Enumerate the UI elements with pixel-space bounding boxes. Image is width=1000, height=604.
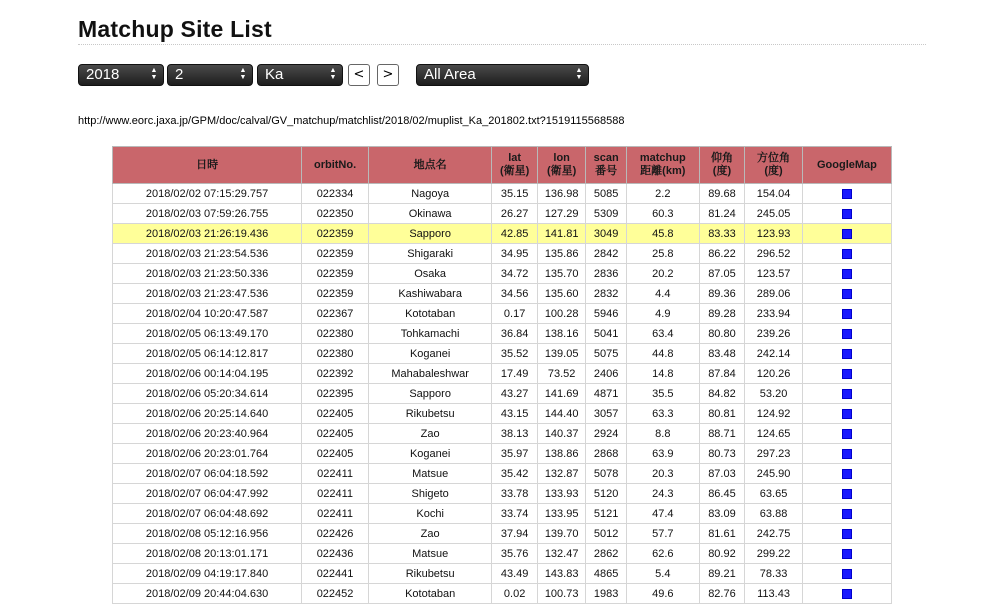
cell-datetime: 2018/02/05 06:14:12.817 bbox=[113, 344, 302, 364]
cell-site: Okinawa bbox=[368, 204, 491, 224]
cell-matchup-distance: 63.3 bbox=[626, 404, 699, 424]
cell-orbit: 022359 bbox=[302, 224, 369, 244]
cell-matchup-distance: 2.2 bbox=[626, 184, 699, 204]
col-matchup-line1: matchup bbox=[639, 152, 686, 164]
cell-googlemap bbox=[802, 244, 891, 264]
cell-orbit: 022405 bbox=[302, 404, 369, 424]
cell-scan: 5041 bbox=[586, 324, 626, 344]
cell-elevation: 80.92 bbox=[699, 544, 745, 564]
updown-arrows-icon: ▲ ▼ bbox=[150, 67, 158, 81]
cell-datetime: 2018/02/03 21:26:19.436 bbox=[113, 224, 302, 244]
cell-datetime: 2018/02/05 06:13:49.170 bbox=[113, 324, 302, 344]
cell-datetime: 2018/02/07 06:04:47.992 bbox=[113, 484, 302, 504]
map-link-icon[interactable] bbox=[842, 509, 852, 519]
cell-scan: 3049 bbox=[586, 224, 626, 244]
cell-matchup-distance: 20.3 bbox=[626, 464, 699, 484]
cell-azimuth: 63.65 bbox=[745, 484, 803, 504]
cell-lat: 33.74 bbox=[492, 504, 538, 524]
cell-orbit: 022359 bbox=[302, 284, 369, 304]
next-button[interactable]: > bbox=[377, 64, 399, 86]
cell-datetime: 2018/02/04 10:20:47.587 bbox=[113, 304, 302, 324]
cell-lat: 43.27 bbox=[492, 384, 538, 404]
cell-lon: 135.60 bbox=[537, 284, 586, 304]
cell-orbit: 022452 bbox=[302, 584, 369, 604]
cell-lat: 34.95 bbox=[492, 244, 538, 264]
cell-elevation: 80.80 bbox=[699, 324, 745, 344]
band-select[interactable] bbox=[257, 64, 343, 86]
table-row[interactable] bbox=[113, 344, 892, 364]
map-link-icon[interactable] bbox=[842, 549, 852, 559]
cell-lon: 135.70 bbox=[537, 264, 586, 284]
cell-azimuth: 233.94 bbox=[745, 304, 803, 324]
cell-site: Rikubetsu bbox=[368, 404, 491, 424]
cell-googlemap bbox=[802, 564, 891, 584]
cell-site: Matsue bbox=[368, 544, 491, 564]
cell-datetime: 2018/02/03 21:23:50.336 bbox=[113, 264, 302, 284]
table-row[interactable] bbox=[113, 184, 892, 204]
cell-elevation: 87.05 bbox=[699, 264, 745, 284]
cell-scan: 5309 bbox=[586, 204, 626, 224]
cell-orbit: 022380 bbox=[302, 324, 369, 344]
cell-orbit: 022359 bbox=[302, 264, 369, 284]
table-row[interactable] bbox=[113, 404, 892, 424]
cell-matchup-distance: 57.7 bbox=[626, 524, 699, 544]
cell-elevation: 86.22 bbox=[699, 244, 745, 264]
cell-site: Osaka bbox=[368, 264, 491, 284]
cell-elevation: 87.84 bbox=[699, 364, 745, 384]
cell-orbit: 022441 bbox=[302, 564, 369, 584]
cell-googlemap bbox=[802, 204, 891, 224]
cell-azimuth: 297.23 bbox=[745, 444, 803, 464]
cell-datetime: 2018/02/06 20:23:01.764 bbox=[113, 444, 302, 464]
page-title: Matchup Site List bbox=[78, 16, 272, 42]
cell-lon: 133.95 bbox=[537, 504, 586, 524]
col-datetime: 日時 bbox=[113, 147, 302, 184]
table-row[interactable] bbox=[113, 384, 892, 404]
cell-matchup-distance: 35.5 bbox=[626, 384, 699, 404]
cell-site: Nagoya bbox=[368, 184, 491, 204]
cell-azimuth: 245.90 bbox=[745, 464, 803, 484]
cell-lat: 35.52 bbox=[492, 344, 538, 364]
table-row[interactable] bbox=[113, 564, 892, 584]
col-site: 地点名 bbox=[368, 147, 491, 184]
cell-lon: 139.05 bbox=[537, 344, 586, 364]
cell-elevation: 83.48 bbox=[699, 344, 745, 364]
cell-lon: 73.52 bbox=[537, 364, 586, 384]
col-matchup bbox=[626, 147, 699, 184]
cell-lon: 140.37 bbox=[537, 424, 586, 444]
cell-datetime: 2018/02/06 20:25:14.640 bbox=[113, 404, 302, 424]
cell-lon: 139.70 bbox=[537, 524, 586, 544]
col-lat bbox=[492, 147, 538, 184]
map-link-icon[interactable] bbox=[842, 229, 852, 239]
cell-matchup-distance: 47.4 bbox=[626, 504, 699, 524]
cell-orbit: 022392 bbox=[302, 364, 369, 384]
cell-elevation: 89.36 bbox=[699, 284, 745, 304]
col-azimuth-line2: (度) bbox=[764, 165, 783, 177]
cell-datetime: 2018/02/06 20:23:40.964 bbox=[113, 424, 302, 444]
cell-elevation: 89.28 bbox=[699, 304, 745, 324]
cell-azimuth: 299.22 bbox=[745, 544, 803, 564]
cell-site: Koganei bbox=[368, 344, 491, 364]
cell-scan: 2406 bbox=[586, 364, 626, 384]
area-select[interactable] bbox=[416, 64, 589, 86]
cell-azimuth: 289.06 bbox=[745, 284, 803, 304]
col-matchup-line2: 距離(km) bbox=[640, 165, 686, 177]
map-link-icon[interactable] bbox=[842, 569, 852, 579]
table-row[interactable] bbox=[113, 504, 892, 524]
cell-googlemap bbox=[802, 464, 891, 484]
cell-matchup-distance: 44.8 bbox=[626, 344, 699, 364]
cell-lon: 100.73 bbox=[537, 584, 586, 604]
cell-matchup-distance: 45.8 bbox=[626, 224, 699, 244]
table-row[interactable] bbox=[113, 284, 892, 304]
cell-lon: 136.98 bbox=[537, 184, 586, 204]
cell-datetime: 2018/02/09 20:44:04.630 bbox=[113, 584, 302, 604]
cell-lon: 100.28 bbox=[537, 304, 586, 324]
cell-lat: 35.97 bbox=[492, 444, 538, 464]
cell-datetime: 2018/02/06 05:20:34.614 bbox=[113, 384, 302, 404]
table-row[interactable] bbox=[113, 224, 892, 244]
cell-site: Sapporo bbox=[368, 384, 491, 404]
cell-orbit: 022380 bbox=[302, 344, 369, 364]
cell-googlemap bbox=[802, 224, 891, 244]
map-link-icon[interactable] bbox=[842, 449, 852, 459]
cell-scan: 4865 bbox=[586, 564, 626, 584]
cell-googlemap bbox=[802, 484, 891, 504]
table-header-row bbox=[113, 147, 892, 184]
cell-scan: 2868 bbox=[586, 444, 626, 464]
map-link-icon[interactable] bbox=[842, 349, 852, 359]
cell-azimuth: 124.92 bbox=[745, 404, 803, 424]
cell-elevation: 83.09 bbox=[699, 504, 745, 524]
cell-lat: 37.94 bbox=[492, 524, 538, 544]
cell-lon: 144.40 bbox=[537, 404, 586, 424]
cell-googlemap bbox=[802, 304, 891, 324]
cell-datetime: 2018/02/03 07:59:26.755 bbox=[113, 204, 302, 224]
cell-googlemap bbox=[802, 324, 891, 344]
col-googlemap: GoogleMap bbox=[802, 147, 891, 184]
cell-lon: 143.83 bbox=[537, 564, 586, 584]
col-orbit: orbitNo. bbox=[302, 147, 369, 184]
cell-datetime: 2018/02/03 21:23:54.536 bbox=[113, 244, 302, 264]
cell-lat: 34.56 bbox=[492, 284, 538, 304]
map-link-icon[interactable] bbox=[842, 249, 852, 259]
cell-site: Shigaraki bbox=[368, 244, 491, 264]
cell-scan: 1983 bbox=[586, 584, 626, 604]
cell-matchup-distance: 63.9 bbox=[626, 444, 699, 464]
month-select[interactable] bbox=[167, 64, 253, 86]
source-url: http://www.eorc.jaxa.jp/GPM/doc/calval/GV_matchup/matchlist/2018/02/muplist_Ka_201802.txt?1519115568588 bbox=[78, 115, 625, 127]
cell-datetime: 2018/02/06 00:14:04.195 bbox=[113, 364, 302, 384]
map-link-icon[interactable] bbox=[842, 589, 852, 599]
cell-scan: 2836 bbox=[586, 264, 626, 284]
cell-site: Shigeto bbox=[368, 484, 491, 504]
cell-matchup-distance: 60.3 bbox=[626, 204, 699, 224]
cell-lon: 132.87 bbox=[537, 464, 586, 484]
col-azimuth bbox=[745, 147, 803, 184]
cell-lat: 33.78 bbox=[492, 484, 538, 504]
table-row[interactable] bbox=[113, 264, 892, 284]
cell-orbit: 022367 bbox=[302, 304, 369, 324]
cell-googlemap bbox=[802, 504, 891, 524]
col-lat-line2: (衛星) bbox=[499, 165, 530, 177]
cell-matchup-distance: 20.2 bbox=[626, 264, 699, 284]
cell-azimuth: 245.05 bbox=[745, 204, 803, 224]
cell-scan: 5012 bbox=[586, 524, 626, 544]
cell-lat: 26.27 bbox=[492, 204, 538, 224]
cell-datetime: 2018/02/02 07:15:29.757 bbox=[113, 184, 302, 204]
cell-site: Kototaban bbox=[368, 304, 491, 324]
cell-matchup-distance: 25.8 bbox=[626, 244, 699, 264]
col-scan bbox=[586, 147, 626, 184]
cell-datetime: 2018/02/03 21:23:47.536 bbox=[113, 284, 302, 304]
cell-azimuth: 53.20 bbox=[745, 384, 803, 404]
map-link-icon[interactable] bbox=[842, 289, 852, 299]
cell-matchup-distance: 14.8 bbox=[626, 364, 699, 384]
cell-lat: 17.49 bbox=[492, 364, 538, 384]
cell-googlemap bbox=[802, 184, 891, 204]
cell-scan: 5121 bbox=[586, 504, 626, 524]
cell-site: Zao bbox=[368, 424, 491, 444]
table-row[interactable] bbox=[113, 464, 892, 484]
cell-orbit: 022411 bbox=[302, 464, 369, 484]
cell-googlemap bbox=[802, 544, 891, 564]
table-row[interactable] bbox=[113, 444, 892, 464]
cell-lat: 42.85 bbox=[492, 224, 538, 244]
cell-googlemap bbox=[802, 384, 891, 404]
cell-scan: 2832 bbox=[586, 284, 626, 304]
cell-site: Kashiwabara bbox=[368, 284, 491, 304]
cell-site: Sapporo bbox=[368, 224, 491, 244]
cell-orbit: 022436 bbox=[302, 544, 369, 564]
cell-elevation: 80.73 bbox=[699, 444, 745, 464]
map-link-icon[interactable] bbox=[842, 529, 852, 539]
cell-lat: 35.15 bbox=[492, 184, 538, 204]
cell-scan: 5078 bbox=[586, 464, 626, 484]
cell-lon: 141.69 bbox=[537, 384, 586, 404]
cell-scan: 2842 bbox=[586, 244, 626, 264]
col-scan-line2: 番号 bbox=[595, 165, 618, 177]
cell-lat: 0.17 bbox=[492, 304, 538, 324]
table-row[interactable] bbox=[113, 484, 892, 504]
col-scan-line1: scan bbox=[593, 152, 619, 164]
cell-lat: 35.42 bbox=[492, 464, 538, 484]
table-row[interactable] bbox=[113, 524, 892, 544]
cell-azimuth: 239.26 bbox=[745, 324, 803, 344]
year-select-value: 2018 bbox=[86, 66, 120, 83]
cell-lon: 127.29 bbox=[537, 204, 586, 224]
map-link-icon[interactable] bbox=[842, 369, 852, 379]
area-select-value: All Area bbox=[424, 66, 476, 83]
map-link-icon[interactable] bbox=[842, 189, 852, 199]
cell-lon: 133.93 bbox=[537, 484, 586, 504]
cell-scan: 5120 bbox=[586, 484, 626, 504]
cell-datetime: 2018/02/07 06:04:18.592 bbox=[113, 464, 302, 484]
year-select[interactable] bbox=[78, 64, 164, 86]
matchup-table bbox=[112, 146, 892, 604]
map-link-icon[interactable] bbox=[842, 329, 852, 339]
cell-azimuth: 124.65 bbox=[745, 424, 803, 444]
cell-orbit: 022395 bbox=[302, 384, 369, 404]
cell-scan: 5085 bbox=[586, 184, 626, 204]
col-elevation-line1: 仰角 bbox=[710, 152, 733, 164]
cell-azimuth: 113.43 bbox=[745, 584, 803, 604]
cell-orbit: 022359 bbox=[302, 244, 369, 264]
cell-elevation: 83.33 bbox=[699, 224, 745, 244]
cell-matchup-distance: 8.8 bbox=[626, 424, 699, 444]
cell-elevation: 81.61 bbox=[699, 524, 745, 544]
cell-elevation: 80.81 bbox=[699, 404, 745, 424]
cell-lat: 35.76 bbox=[492, 544, 538, 564]
map-link-icon[interactable] bbox=[842, 409, 852, 419]
col-lon bbox=[537, 147, 586, 184]
cell-site: Koganei bbox=[368, 444, 491, 464]
cell-azimuth: 154.04 bbox=[745, 184, 803, 204]
cell-matchup-distance: 63.4 bbox=[626, 324, 699, 344]
map-link-icon[interactable] bbox=[842, 309, 852, 319]
cell-azimuth: 242.75 bbox=[745, 524, 803, 544]
cell-site: Matsue bbox=[368, 464, 491, 484]
cell-lat: 36.84 bbox=[492, 324, 538, 344]
updown-arrows-icon: ▲ ▼ bbox=[329, 67, 337, 81]
cell-elevation: 88.71 bbox=[699, 424, 745, 444]
cell-orbit: 022350 bbox=[302, 204, 369, 224]
cell-datetime: 2018/02/07 06:04:48.692 bbox=[113, 504, 302, 524]
cell-elevation: 89.21 bbox=[699, 564, 745, 584]
cell-site: Zao bbox=[368, 524, 491, 544]
map-link-icon[interactable] bbox=[842, 489, 852, 499]
cell-orbit: 022405 bbox=[302, 424, 369, 444]
month-select-value: 2 bbox=[175, 66, 184, 83]
cell-site: Tohkamachi bbox=[368, 324, 491, 344]
cell-scan: 2924 bbox=[586, 424, 626, 444]
map-link-icon[interactable] bbox=[842, 469, 852, 479]
table-row[interactable] bbox=[113, 584, 892, 604]
cell-googlemap bbox=[802, 584, 891, 604]
table-body bbox=[113, 184, 892, 604]
map-link-icon[interactable] bbox=[842, 269, 852, 279]
cell-googlemap bbox=[802, 364, 891, 384]
table-row[interactable] bbox=[113, 244, 892, 264]
cell-azimuth: 123.57 bbox=[745, 264, 803, 284]
cell-lat: 0.02 bbox=[492, 584, 538, 604]
cell-orbit: 022411 bbox=[302, 484, 369, 504]
cell-matchup-distance: 49.6 bbox=[626, 584, 699, 604]
cell-scan: 2862 bbox=[586, 544, 626, 564]
cell-scan: 5075 bbox=[586, 344, 626, 364]
cell-lon: 138.86 bbox=[537, 444, 586, 464]
col-lon-line1: lon bbox=[553, 152, 570, 164]
table-row[interactable] bbox=[113, 204, 892, 224]
cell-azimuth: 123.93 bbox=[745, 224, 803, 244]
cell-matchup-distance: 4.4 bbox=[626, 284, 699, 304]
cell-elevation: 87.03 bbox=[699, 464, 745, 484]
map-link-icon[interactable] bbox=[842, 429, 852, 439]
cell-matchup-distance: 24.3 bbox=[626, 484, 699, 504]
col-lon-line2: (衛星) bbox=[546, 165, 577, 177]
table-row[interactable] bbox=[113, 544, 892, 564]
cell-lon: 138.16 bbox=[537, 324, 586, 344]
cell-elevation: 81.24 bbox=[699, 204, 745, 224]
cell-azimuth: 63.88 bbox=[745, 504, 803, 524]
cell-matchup-distance: 62.6 bbox=[626, 544, 699, 564]
table-row[interactable] bbox=[113, 304, 892, 324]
cell-lat: 43.49 bbox=[492, 564, 538, 584]
cell-matchup-distance: 5.4 bbox=[626, 564, 699, 584]
col-lat-line1: lat bbox=[508, 152, 522, 164]
table-row[interactable] bbox=[113, 364, 892, 384]
map-link-icon[interactable] bbox=[842, 209, 852, 219]
cell-datetime: 2018/02/09 04:19:17.840 bbox=[113, 564, 302, 584]
cell-elevation: 86.45 bbox=[699, 484, 745, 504]
cell-orbit: 022426 bbox=[302, 524, 369, 544]
cell-elevation: 89.68 bbox=[699, 184, 745, 204]
cell-googlemap bbox=[802, 424, 891, 444]
updown-arrows-icon: ▲ ▼ bbox=[239, 67, 247, 81]
cell-azimuth: 78.33 bbox=[745, 564, 803, 584]
cell-orbit: 022411 bbox=[302, 504, 369, 524]
cell-lat: 34.72 bbox=[492, 264, 538, 284]
cell-lat: 38.13 bbox=[492, 424, 538, 444]
cell-site: Mahabaleshwar bbox=[368, 364, 491, 384]
cell-elevation: 82.76 bbox=[699, 584, 745, 604]
cell-googlemap bbox=[802, 284, 891, 304]
cell-orbit: 022405 bbox=[302, 444, 369, 464]
cell-lon: 141.81 bbox=[537, 224, 586, 244]
cell-datetime: 2018/02/08 20:13:01.171 bbox=[113, 544, 302, 564]
cell-scan: 4871 bbox=[586, 384, 626, 404]
col-elevation bbox=[699, 147, 745, 184]
cell-lat: 43.15 bbox=[492, 404, 538, 424]
updown-arrows-icon: ▲ ▼ bbox=[575, 67, 583, 81]
cell-site: Kochi bbox=[368, 504, 491, 524]
cell-azimuth: 296.52 bbox=[745, 244, 803, 264]
table-row[interactable] bbox=[113, 424, 892, 444]
map-link-icon[interactable] bbox=[842, 389, 852, 399]
cell-scan: 3057 bbox=[586, 404, 626, 424]
cell-azimuth: 120.26 bbox=[745, 364, 803, 384]
col-elevation-line2: (度) bbox=[712, 165, 732, 177]
cell-lon: 135.86 bbox=[537, 244, 586, 264]
cell-googlemap bbox=[802, 444, 891, 464]
col-azimuth-line1: 方位角 bbox=[757, 152, 791, 164]
cell-googlemap bbox=[802, 344, 891, 364]
title-divider bbox=[78, 44, 926, 45]
cell-orbit: 022334 bbox=[302, 184, 369, 204]
cell-elevation: 84.82 bbox=[699, 384, 745, 404]
cell-azimuth: 242.14 bbox=[745, 344, 803, 364]
cell-matchup-distance: 4.9 bbox=[626, 304, 699, 324]
cell-googlemap bbox=[802, 404, 891, 424]
cell-scan: 5946 bbox=[586, 304, 626, 324]
band-select-value: Ka bbox=[265, 66, 284, 83]
cell-datetime: 2018/02/08 05:12:16.956 bbox=[113, 524, 302, 544]
cell-googlemap bbox=[802, 524, 891, 544]
cell-site: Rikubetsu bbox=[368, 564, 491, 584]
cell-googlemap bbox=[802, 264, 891, 284]
cell-lon: 132.47 bbox=[537, 544, 586, 564]
prev-button[interactable]: < bbox=[348, 64, 370, 86]
cell-site: Kototaban bbox=[368, 584, 491, 604]
table-row[interactable] bbox=[113, 324, 892, 344]
